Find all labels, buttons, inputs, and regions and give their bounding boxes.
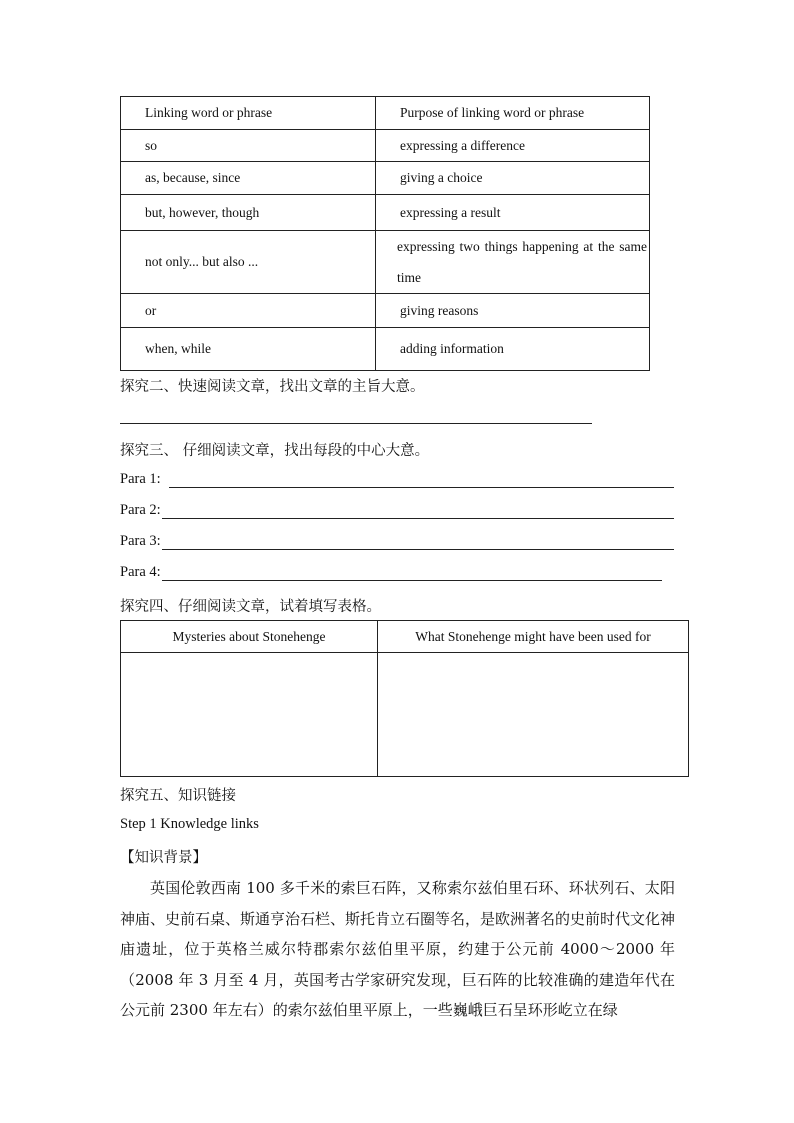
main-idea-answer-line[interactable]	[120, 423, 592, 424]
linking-word-cell: when, while	[121, 328, 376, 371]
table-row	[121, 162, 650, 195]
section2-title: 探究二、快速阅读文章，找出文章的主旨大意。	[120, 379, 425, 395]
table-header-row	[121, 97, 650, 130]
purpose-cell: giving a choice	[376, 162, 650, 195]
linking-word-cell: or	[121, 294, 376, 328]
section4-title: 探究四、仔细阅读文章，试着填写表格。	[120, 599, 381, 615]
linking-word-cell: so	[121, 130, 376, 162]
knowledge-background-paragraph: 英国伦敦西南 100 多千米的索巨石阵，又称索尔兹伯里石环、环状列石、太阳神庙、史前石桌、斯通亨治石栏、斯托肯立石圈等名，是欧洲著名的史前时代文化神庙遗址，位于英格兰威尔特郡索尔兹伯里平原，约建于公元前 4000～2000 年（2008 年 3 月至 4 月，英国考古学家研究发现，巨石阵的比较准确的建造年代在公元前 2300 年左右）的索尔兹伯里平原上，一些巍峨巨石呈环形屹立在绿	[120, 879, 676, 1019]
linking-word-cell: but, however, though	[121, 195, 376, 231]
header-uses: What Stonehenge might have been used for	[378, 621, 689, 653]
para4-label: Para 4:	[120, 564, 161, 580]
mysteries-answer-cell[interactable]	[121, 653, 378, 777]
linking-word-cell: as, because, since	[121, 162, 376, 195]
header-purpose: Purpose of linking word or phrase	[376, 97, 650, 130]
para1-label: Para 1:	[120, 471, 161, 487]
table-header-row	[121, 621, 689, 653]
linking-word-cell: not only... but also ...	[121, 231, 376, 294]
header-mysteries: Mysteries about Stonehenge	[121, 621, 378, 653]
step1-heading: Step 1 Knowledge links	[120, 816, 259, 832]
para3-label: Para 3:	[120, 533, 161, 549]
para4-answer-line[interactable]	[162, 580, 662, 581]
table-row	[121, 130, 650, 162]
header-linking-word: Linking word or phrase	[121, 97, 376, 130]
table-row	[121, 328, 650, 371]
table-row	[121, 231, 650, 294]
table-row	[121, 653, 689, 777]
purpose-cell: expressing a difference	[376, 130, 650, 162]
purpose-cell: adding information	[376, 328, 650, 371]
purpose-cell: expressing two things happening at the same time	[376, 231, 650, 294]
linking-words-table	[120, 96, 650, 371]
section5-title: 探究五、知识链接	[120, 788, 236, 804]
para2-answer-line[interactable]	[162, 518, 674, 519]
section3-title: 探究三、 仔细阅读文章，找出每段的中心大意。	[120, 443, 430, 459]
stonehenge-table	[120, 620, 689, 777]
knowledge-background-title: 【知识背景】	[120, 850, 207, 866]
table-row	[121, 195, 650, 231]
para2-label: Para 2:	[120, 502, 161, 518]
para1-answer-line[interactable]	[169, 487, 674, 488]
table-row	[121, 294, 650, 328]
uses-answer-cell[interactable]	[378, 653, 689, 777]
purpose-cell: giving reasons	[376, 294, 650, 328]
purpose-cell: expressing a result	[376, 195, 650, 231]
para3-answer-line[interactable]	[162, 549, 674, 550]
